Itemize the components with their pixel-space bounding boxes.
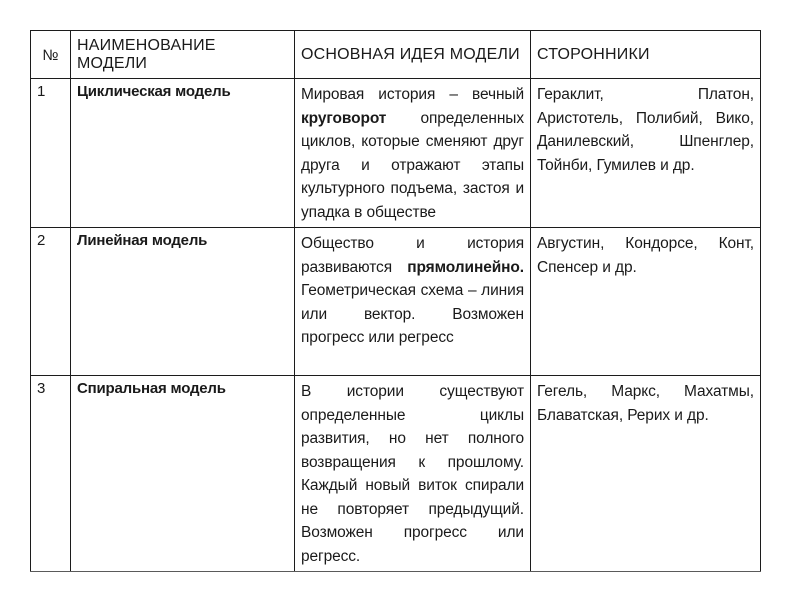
model-supporters: Августин, Кондорсе, Конт, Спенсер и др. — [531, 228, 761, 376]
model-supporters: Гегель, Маркс, Махатмы, Блаватская, Рерих и др. — [531, 376, 761, 572]
idea-text-start: Общество и история развиваются — [301, 235, 524, 276]
header-number: № — [31, 31, 71, 79]
model-idea — [295, 79, 531, 228]
idea-keyword: прямолинейно. — [407, 258, 524, 276]
idea-text-end: определенных циклов, которые сменяют друг друга и отражают этапы культурного подъема, застоя и упадка в обществе — [301, 109, 524, 221]
model-idea — [295, 228, 531, 376]
model-supporters: Гераклит, Платон, Аристотель, Полибий, Вико, Данилевский, Шпенглер, Тойнби, Гумилев и др. — [531, 79, 761, 228]
row-number: 2 — [31, 228, 71, 376]
row-number: 1 — [31, 79, 71, 228]
table-row — [31, 228, 761, 376]
idea-text-end: В истории существуют определенные циклы развития, но нет полного возвращения к прошлому. Каждый новый виток спирали не повторяет предыдущий. Возможен прогресс или регресс. — [301, 383, 524, 565]
table-row — [31, 376, 761, 572]
header-supporters: СТОРОННИКИ — [531, 31, 761, 79]
header-row — [31, 31, 761, 79]
model-idea — [295, 376, 531, 572]
header-main-idea: ОСНОВНАЯ ИДЕЯ МОДЕЛИ — [295, 31, 531, 79]
idea-text-end: Геометрическая схема – линия или вектор. Возможен прогресс или регресс — [301, 282, 524, 346]
table-header — [31, 31, 761, 79]
model-name: Циклическая модель — [71, 79, 295, 228]
model-name: Спиральная модель — [71, 376, 295, 572]
table-row — [31, 79, 761, 228]
idea-text-start: Мировая история – вечный — [301, 86, 524, 103]
model-name: Линейная модель — [71, 228, 295, 376]
header-model-name: НАИМЕНОВАНИЕ МОДЕЛИ — [71, 31, 295, 79]
history-models-table — [30, 30, 761, 572]
row-number: 3 — [31, 376, 71, 572]
idea-keyword: круговорот — [301, 109, 387, 127]
